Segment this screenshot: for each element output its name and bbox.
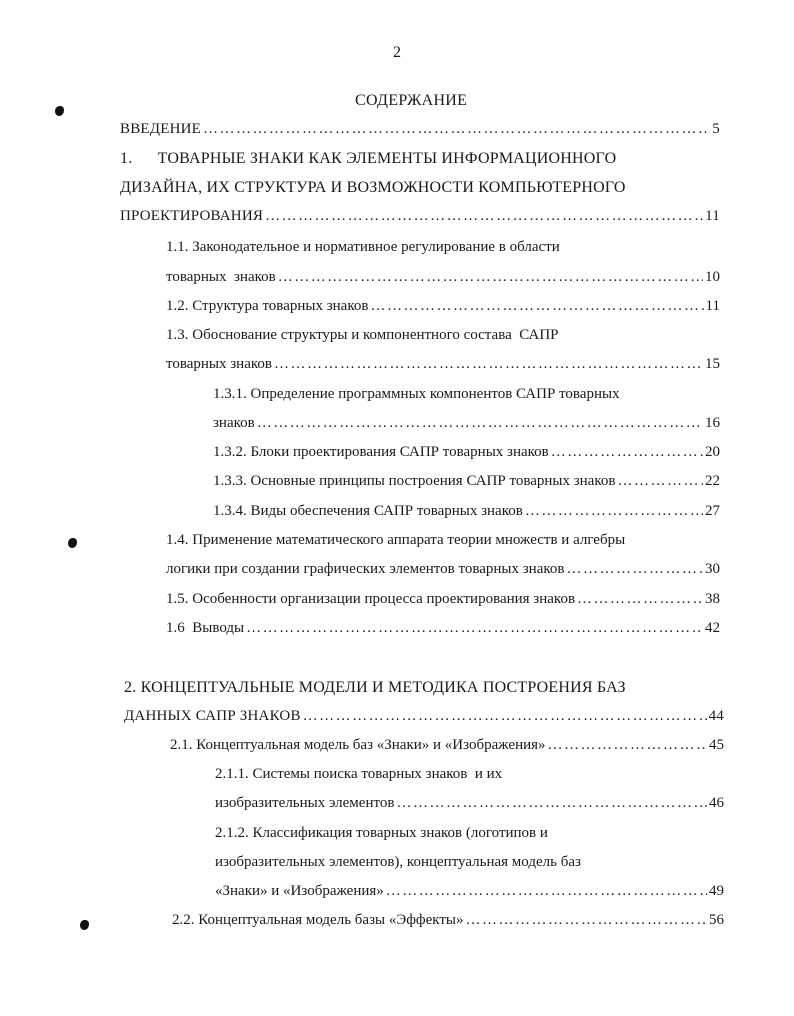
entry-page: 30	[705, 561, 720, 577]
entry-text: знаков	[213, 415, 255, 431]
chapter1-line2: ДИЗАЙНА, ИХ СТРУКТУРА И ВОЗМОЖНОСТИ КОМПЬЮТЕРНОГО	[120, 179, 626, 196]
s1-3-line1: 1.3. Обоснование структуры и компонентного состава САПР	[166, 327, 559, 343]
entry-text: ПРОЕКТИРОВАНИЯ	[120, 208, 264, 224]
dot-leader	[303, 708, 707, 725]
toc-entry-2-1	[170, 737, 724, 754]
entry-page: 20	[705, 444, 720, 460]
dot-leader	[577, 591, 703, 608]
dot-leader	[370, 298, 703, 315]
entry-page: 15	[705, 356, 720, 372]
dot-leader	[551, 444, 703, 461]
entry-text: ДАННЫХ САПР ЗНАКОВ	[124, 708, 301, 724]
dot-leader	[203, 121, 710, 138]
entry-page: 44	[708, 708, 724, 724]
entry-page: 38	[705, 591, 720, 607]
toc-entry-1-3-3	[213, 473, 720, 490]
entry-page: 49	[709, 883, 724, 899]
toc-entry-intro	[120, 121, 720, 138]
entry-text: «Знаки» и «Изображения»	[215, 883, 384, 899]
entry-text: товарных знаков	[166, 356, 272, 372]
dot-leader	[278, 269, 703, 286]
chapter1-line1: 1. ТОВАРНЫЕ ЗНАКИ КАК ЭЛЕМЕНТЫ ИНФОРМАЦИОННОГО	[120, 150, 617, 167]
dot-leader	[617, 473, 703, 490]
entry-text: 2.1. Концептуальная модель баз «Знаки» и «Изображения»	[170, 737, 546, 753]
entry-page: 56	[709, 912, 724, 928]
entry-text: ВВЕДЕНИЕ	[120, 121, 201, 137]
entry-page: 16	[705, 415, 720, 431]
toc-entry-2-1-1	[215, 795, 724, 812]
toc-entry-1-5	[166, 591, 720, 608]
scan-mark	[55, 106, 64, 116]
entry-text: 1.3.3. Основные принципы построения САПР товарных знаков	[213, 473, 616, 489]
toc-entry-1-3-1	[213, 415, 720, 432]
entry-page: 11	[705, 298, 720, 314]
s2-1-2-line1: 2.1.2. Классификация товарных знаков (логотипов и	[215, 825, 548, 841]
entry-page: 22	[705, 473, 720, 489]
dot-leader	[525, 503, 703, 520]
entry-text: изобразительных элементов	[215, 795, 395, 811]
entry-text: 1.2. Структура товарных знаков	[166, 298, 369, 314]
toc-entry-1-4	[166, 561, 720, 578]
s2-1-1-line1: 2.1.1. Системы поиска товарных знаков и их	[215, 766, 503, 782]
entry-text: товарных знаков	[166, 269, 276, 285]
scan-mark	[68, 538, 77, 548]
dot-leader	[274, 356, 703, 373]
entry-page: 11	[705, 208, 720, 224]
entry-text: 1.3.4. Виды обеспечения САПР товарных знаков	[213, 503, 523, 519]
chapter2-line1: 2. КОНЦЕПТУАЛЬНЫЕ МОДЕЛИ И МЕТОДИКА ПОСТРОЕНИЯ БАЗ	[124, 679, 626, 696]
scan-mark	[80, 920, 89, 930]
s1-3-1-line1: 1.3.1. Определение программных компонентов САПР товарных	[213, 386, 620, 402]
dot-leader	[566, 561, 703, 578]
toc-entry-2-2	[172, 912, 724, 929]
toc-entry-1-2	[166, 298, 720, 315]
toc-entry-1-3-2	[213, 444, 720, 461]
toc-title: СОДЕРЖАНИЕ	[355, 92, 468, 109]
toc-entry-1-1	[166, 269, 720, 286]
s1-1-line1: 1.1. Законодательное и нормативное регулирование в области	[166, 239, 560, 255]
entry-page: 46	[709, 795, 724, 811]
entry-text: 1.3.2. Блоки проектирования САПР товарных знаков	[213, 444, 549, 460]
toc-entry-1-6	[166, 620, 720, 637]
toc-entry-chapter1	[120, 208, 720, 225]
entry-page: 45	[709, 737, 724, 753]
entry-text: 2.2. Концептуальная модель базы «Эффекты»	[172, 912, 464, 928]
dot-leader	[548, 737, 707, 754]
toc-entry-2-1-2	[215, 883, 724, 900]
dot-leader	[465, 912, 707, 929]
toc-entry-chapter2	[124, 708, 724, 725]
entry-page: 27	[705, 503, 720, 519]
entry-page: 5	[712, 121, 720, 137]
dot-leader	[265, 208, 703, 225]
page-number: 2	[393, 44, 401, 61]
dot-leader	[396, 795, 707, 812]
entry-page: 10	[705, 269, 720, 285]
entry-text: логики при создании графических элементов товарных знаков	[166, 561, 565, 577]
dot-leader	[246, 620, 703, 637]
s2-1-2-line2: изобразительных элементов), концептуальная модель баз	[215, 854, 581, 870]
dot-leader	[257, 415, 703, 432]
dot-leader	[386, 883, 707, 900]
toc-entry-1-3-4	[213, 503, 720, 520]
s1-4-line1: 1.4. Применение математического аппарата теории множеств и алгебры	[166, 532, 626, 548]
entry-page: 42	[705, 620, 720, 636]
entry-text: 1.6 Выводы	[166, 620, 245, 636]
toc-entry-1-3	[166, 356, 720, 373]
entry-text: 1.5. Особенности организации процесса проектирования знаков	[166, 591, 576, 607]
